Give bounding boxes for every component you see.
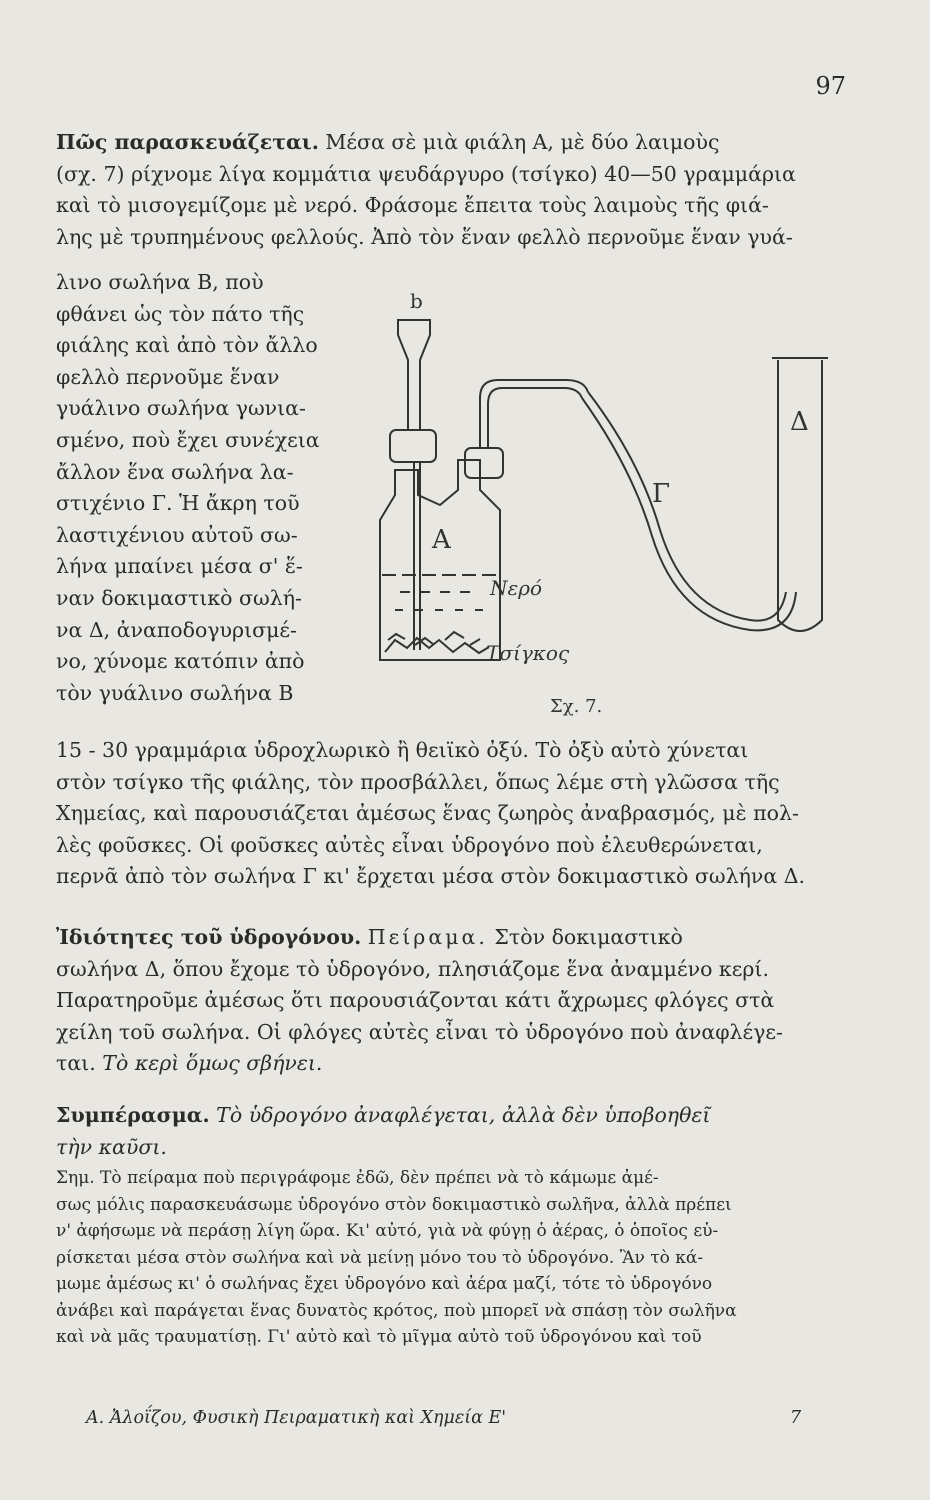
text-line: λαστιχένιου αὐτοῦ σω- (56, 522, 298, 547)
book-reference: Α. Ἀλοΐζου, Φυσικὴ Πειραματικὴ καὶ Χημεία Ε' (86, 1408, 507, 1428)
text-line: στιχένιο Γ. Ἡ ἄκρη τοῦ (56, 491, 300, 516)
wrapped-text-column (56, 267, 324, 709)
text-line: τὴν καῦσι. (56, 1134, 167, 1159)
text-line: λης μὲ τρυπημένους φελλούς. Ἀπὸ τὸν ἕναν φελλὸ περνοῦμε ἕναν γυά- (56, 224, 793, 249)
text-line: να Δ, ἀναποδογυρισμέ- (56, 617, 297, 642)
text-line: στὸν τσίγκο τῆς φιάλης, τὸν προσβάλλει, ὅπως λέμε στὴ γλῶσσα τῆς (56, 769, 780, 794)
text-line: λινο σωλήνα Β, ποὺ (56, 270, 264, 294)
hydrogen-apparatus-figure (340, 280, 860, 720)
section-preparation-continued (56, 735, 852, 893)
label-g: Γ (652, 479, 671, 509)
text-line (56, 1100, 852, 1132)
label-b: b (410, 289, 423, 313)
note-line: ν' ἀφήσωμε νὰ περάσῃ λίγη ὥρα. Κι' αὐτό, γιὰ νὰ φύγῃ ὁ ἀέρας, ὁ ὁποῖος εὑ- (56, 1221, 719, 1241)
text-line: σμένο, ποὺ ἔχει συνέχεια (56, 427, 320, 452)
text-line: φθάνει ὡς τὸν πάτο τῆς (56, 301, 305, 326)
text-line (56, 922, 852, 954)
section-preparation (56, 127, 852, 253)
text-line: καὶ τὸ μισογεμίζομε μὲ νερό. Φράσομε ἔπειτα τοὺς λαιμοὺς τῆς φιά- (56, 193, 769, 218)
section-heading-properties: Ἰδιότητες τοῦ ὑδρογόνου. (56, 925, 362, 949)
text-line: φελλὸ περνοῦμε ἕναν (56, 364, 280, 389)
text-line: γυάλινο σωλήνα γωνια- (56, 396, 306, 421)
note-line: ἀνάβει καὶ παράγεται ἕνας δυνατὸς κρότος, ποὺ μπορεῖ νὰ σπάσῃ τὸν σωλῆνα (56, 1300, 737, 1321)
note-line: ρίσκεται μέσα στὸν σωλήνα καὶ νὰ μείνῃ μόνο του τὸ ὑδρογόνο. Ἂν τὸ κά- (56, 1247, 704, 1268)
note-line: Σημ. Τὸ πείραμα ποὺ περιγράφομε ἐδῶ, δὲν πρέπει νὰ τὸ κάμωμε ἀμέ- (56, 1168, 659, 1188)
text-run: Στὸν δοκιμαστικὸ (494, 925, 683, 949)
text-line: Παρατηροῦμε ἀμέσως ὅτι παρουσιάζονται κάτι ἄχρωμες φλόγες στὰ (56, 988, 775, 1013)
text-line: νο, χύνομε κατόπιν ἀπὸ (56, 649, 305, 674)
section-heading-preparation: Πῶς παρασκευάζεται. (56, 130, 319, 154)
section-properties (56, 922, 852, 1080)
label-water: Νερό (490, 576, 543, 600)
note-line: μωμε ἀμέσως κι' ὁ σωλήνας ἔχει ὑδρογόνο καὶ ἀέρα μαζί, τότε τὸ ὑδρογόνο (56, 1274, 713, 1294)
section-conclusion (56, 1100, 852, 1163)
text-line: (σχ. 7) ρίχνομε λίγα κομμάτια ψευδάργυρο (τσίγκο) 40—50 γραμμάρια (56, 161, 796, 186)
text-line: περνᾶ ἀπὸ τὸν σωλήνα Γ κι' ἔρχεται μέσα στὸν δοκιμαστικὸ σωλήνα Δ. (56, 864, 806, 889)
conclusion-text: Τὸ ὑδρογόνο ἀναφλέγεται, ἀλλὰ δὲν ὑποβοηθεῖ (216, 1103, 711, 1127)
italic-remark: Τὸ κερὶ ὅμως σβήνει. (102, 1051, 323, 1076)
signature-mark: 7 (790, 1408, 802, 1428)
text-line: Χημείας, καὶ παρουσιάζεται ἀμέσως ἕνας ζωηρὸς ἀναβρασμός, μὲ πολ- (56, 801, 799, 826)
footnote-block (56, 1165, 852, 1351)
label-zinc: Τσίγκος (486, 641, 570, 665)
figure-caption: Σχ. 7. (550, 696, 603, 717)
text-run: ται. (56, 1051, 96, 1076)
text-line: ναν δοκιμαστικὸ σωλή- (56, 585, 302, 610)
text-line: ἄλλον ἕνα σωλήνα λα- (56, 459, 294, 484)
section-heading-conclusion: Συμπέρασμα. (56, 1103, 210, 1127)
page-number: 97 (815, 72, 846, 100)
experiment-subheading: Πείραμα. (367, 925, 488, 949)
text-line: χείλη τοῦ σωλήνα. Οἱ φλόγες αὐτὲς εἶναι τὸ ὑδρογόνο ποὺ ἀναφλέγε- (56, 1019, 783, 1044)
text-line: λὲς φοῦσκες. Οἱ φοῦσκες αὐτὲς εἶναι ὑδρογόνο ποὺ ἐλευθερώνεται, (56, 832, 763, 857)
label-d: Δ (790, 407, 809, 437)
text-line: φιάλης καὶ ἀπὸ τὸν ἄλλο (56, 333, 318, 358)
text-line: λήνα μπαίνει μέσα σ' ἕ- (56, 554, 303, 579)
text-line: τὸν γυάλινο σωλήνα Β (56, 680, 294, 705)
text-run: Μέσα σὲ μιὰ φιάλη Α, μὲ δύο λαιμοὺς (325, 130, 720, 154)
text-line: 15 - 30 γραμμάρια ὑδροχλωρικὸ ἢ θειϊκὸ ὀξύ. Τὸ ὀξὺ αὐτὸ χύνεται (56, 738, 749, 762)
note-line: καὶ νὰ μᾶς τραυματίσῃ. Γι' αὐτὸ καὶ τὸ μῖγμα αὐτὸ τοῦ ὑδρογόνου καὶ τοῦ (56, 1327, 702, 1347)
text-line (56, 127, 852, 159)
label-a: Α (432, 525, 451, 555)
note-line: σως μόλις παρασκευάσωμε ὑδρογόνο στὸν δοκιμαστικὸ σωλῆνα, ἀλλὰ πρέπει (56, 1194, 732, 1215)
text-line (56, 1048, 852, 1080)
text-line: σωλήνα Δ, ὅπου ἔχομε τὸ ὑδρογόνο, πλησιάζομε ἕνα ἀναμμένο κερί. (56, 956, 769, 981)
